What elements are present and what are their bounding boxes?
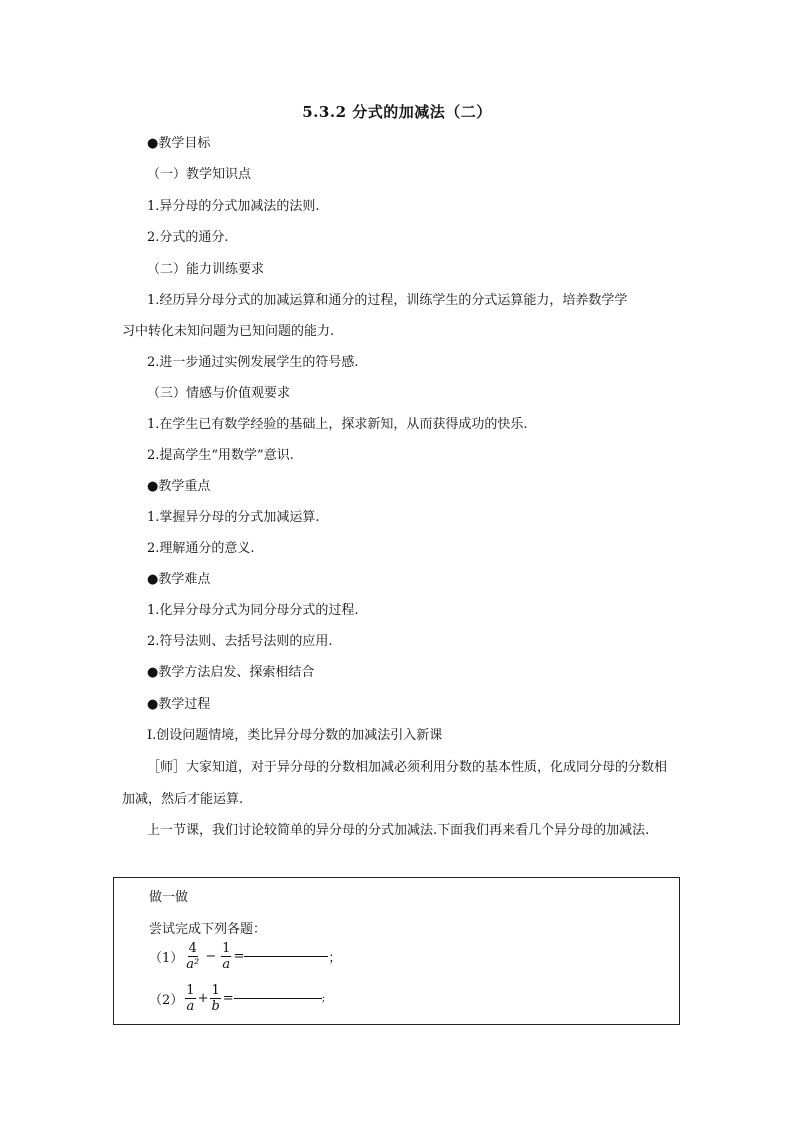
- answer-blank: [234, 998, 322, 999]
- numerator: 1: [211, 983, 220, 998]
- text-line: 2.进一步通过实例发展学生的符号感.: [147, 355, 359, 370]
- text-line: ●教学重点: [147, 479, 211, 494]
- page-title: 5.3.2 分式的加减法（二）: [302, 103, 492, 121]
- text-line: 1.化异分母分式为同分母分式的过程.: [147, 603, 359, 618]
- text-line: 1.掌握异分母的分式加减运算.: [147, 510, 320, 525]
- exercise-label: （2）: [149, 993, 184, 1008]
- box-prompt: 尝试完成下列各题：: [149, 922, 267, 937]
- text-line: ●教学方法启发、探索相结合: [147, 665, 315, 680]
- operator: −: [205, 949, 217, 964]
- denominator: a: [186, 999, 195, 1014]
- exercise-2: [149, 983, 325, 1014]
- exercise-label: （1）: [149, 951, 184, 966]
- text-line: 1.经历异分母分式的加减运算和通分的过程，训练学生的分式运算能力，培养数学学: [147, 293, 628, 308]
- equals-sign: =: [233, 949, 245, 964]
- text-line: 2.分式的通分.: [147, 230, 229, 245]
- fraction: [210, 983, 220, 1014]
- text-line: （三）情感与价值观要求: [147, 386, 291, 401]
- text-line: 2.符号法则、去括号法则的应用.: [147, 634, 333, 649]
- box-heading: 做一做: [149, 890, 189, 905]
- text-line: 1.在学生已有数学经验的基础上，探求新知，从而获得成功的快乐.: [147, 417, 528, 432]
- denominator: a: [222, 957, 231, 972]
- fraction: [221, 941, 231, 972]
- fraction: [185, 983, 195, 1014]
- exercise-1: [149, 941, 341, 972]
- text-line: ●教学难点: [147, 572, 211, 587]
- text-line: 习中转化未知问题为已知问题的能力.: [122, 324, 335, 339]
- fraction: [185, 941, 200, 972]
- text-line: ●教学目标: [147, 136, 211, 151]
- paragraph: ［师］大家知道，对于异分母的分数相加减必须利用分数的基本性质，化成同分母的分数相加减，然后才能运算.: [122, 760, 668, 807]
- line-end: ；: [328, 951, 342, 966]
- text-line: （一）教学知识点: [147, 167, 252, 182]
- paragraph: 上一节课，我们讨论较简单的异分母的分式加减法.下面我们再来看几个异分母的加减法.: [147, 823, 650, 838]
- denominator: a²: [186, 957, 200, 972]
- text-line: Ⅰ.创设问题情境，类比异分母分数的加减法引入新课: [147, 728, 443, 743]
- text-line: 2.提高学生“用数学”意识.: [147, 448, 294, 463]
- equals-sign: =: [222, 991, 234, 1006]
- line-end: ;: [321, 993, 326, 1004]
- denominator: b: [211, 999, 220, 1014]
- exercise-box: [113, 877, 680, 1025]
- text-line: 2.理解通分的意义.: [147, 541, 255, 556]
- numerator: 4: [188, 941, 197, 956]
- text-line: 1.异分母的分式加减法的法则.: [147, 199, 320, 214]
- operator: +: [197, 991, 209, 1006]
- numerator: 1: [186, 983, 195, 998]
- text-line: （二）能力训练要求: [147, 262, 265, 277]
- text-line: ●教学过程: [147, 697, 211, 712]
- answer-blank: [244, 956, 328, 957]
- numerator: 1: [222, 941, 231, 956]
